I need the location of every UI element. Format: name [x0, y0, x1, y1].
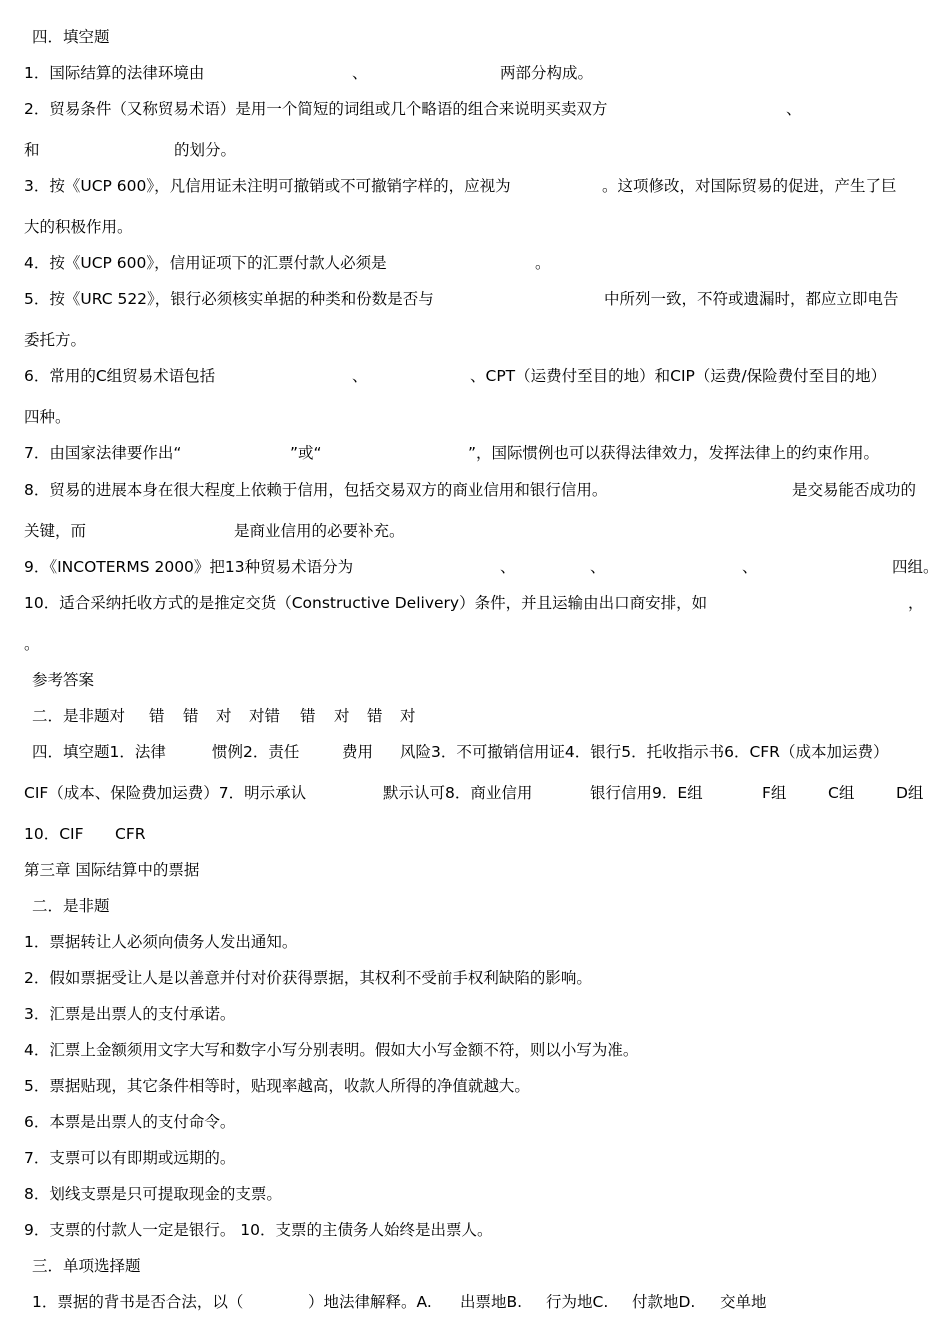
- question-3-text: 。这项修改，对国际贸易的促进，产生了巨: [602, 177, 897, 195]
- answer-item: 错: [300, 707, 316, 725]
- answer-item: 惯例2．责任: [212, 743, 300, 761]
- answers-heading: 参考答案: [32, 671, 95, 689]
- question-2-text: 2．贸易条件（又称贸易术语）是用一个简短的词组或几个略语的组合来说明买卖双方: [24, 100, 608, 118]
- question-9-text: 四组。: [892, 558, 939, 576]
- answer-item: 对: [334, 707, 350, 725]
- mc-question-text: 1．票据的背书是否合法，以（: [32, 1293, 244, 1311]
- question-8-text: 8．贸易的进展本身在很大程度上依赖于信用，包括交易双方的商业信用和银行信用。: [24, 481, 608, 499]
- chapter-title: 第三章 国际结算中的票据: [24, 861, 200, 879]
- tf-question: 4．汇票上金额须用文字大写和数字小写分别表明。假如大小写金额不符，则以小写为准。: [24, 1041, 639, 1059]
- question-1-text: 、: [352, 64, 368, 82]
- tf-question: 3．汇票是出票人的支付承诺。: [24, 1005, 236, 1023]
- answer-item: CFR: [115, 825, 146, 843]
- question-8-text: 关键，而: [24, 522, 87, 540]
- question-7-text: ”，国际惯例也可以获得法律效力，发挥法律上的约束作用。: [468, 444, 880, 462]
- answer-item: 对错: [249, 707, 281, 725]
- answer-item: F组: [762, 784, 787, 802]
- question-6-continued: 四种。: [24, 408, 71, 426]
- section-heading-multiple-choice: 三．单项选择题: [32, 1257, 141, 1275]
- question-5-text: 5．按《URC 522》，银行必须核实单据的种类和份数是否与: [24, 290, 434, 308]
- question-9-text: 、: [742, 558, 758, 576]
- question-10-text: ，: [908, 594, 924, 612]
- question-1-text: 两部分构成。: [500, 64, 594, 82]
- tf-question: 6．本票是出票人的支付命令。: [24, 1113, 236, 1131]
- answer-item: 银行信用9．E组: [590, 784, 703, 802]
- answer-item: 默示认可8．商业信用: [383, 784, 533, 802]
- question-3-continued: 大的积极作用。: [24, 218, 133, 236]
- question-8-text: 是交易能否成功的: [792, 481, 917, 499]
- question-2-text: 、: [786, 100, 802, 118]
- answer-item: D组: [896, 784, 924, 802]
- question-2-text: 的划分。: [174, 141, 237, 159]
- question-7-text: ”或“: [290, 444, 322, 462]
- question-8-text: 是商业信用的必要补充。: [234, 522, 405, 540]
- answer-item: 风险3．不可撤销信用证4．银行5．托收指示书6．CFR（成本加运费）: [400, 743, 889, 761]
- question-6-text: 、CPT（运费付至目的地）和CIP（运费/保险费付至目的地）: [470, 367, 887, 385]
- question-9-text: 、: [500, 558, 516, 576]
- section-heading-fill-in: 四．填空题: [32, 28, 110, 46]
- question-10-text: 10．适合采纳托收方式的是推定交货（Constructive Delivery）条件，并且运输由出口商安排，如: [24, 594, 708, 612]
- answer-item: 对: [400, 707, 416, 725]
- answer-item: C组: [828, 784, 855, 802]
- mc-option: 行为地C.: [546, 1293, 609, 1311]
- tf-question: 8．划线支票是只可提取现金的支票。: [24, 1185, 282, 1203]
- answer-item: 错: [149, 707, 165, 725]
- answer-item: 错: [367, 707, 383, 725]
- tf-question: 2．假如票据受让人是以善意并付对价获得票据，其权利不受前手权利缺陷的影响。: [24, 969, 592, 987]
- section-heading-true-false: 二．是非题: [32, 897, 110, 915]
- tf-question: 5．票据贴现，其它条件相等时，贴现率越高，收款人所得的净值就越大。: [24, 1077, 530, 1095]
- answer-item: 对: [216, 707, 232, 725]
- question-6-text: 6．常用的C组贸易术语包括: [24, 367, 216, 385]
- question-6-text: 、: [352, 367, 368, 385]
- question-10-continued: 。: [24, 635, 40, 653]
- tf-question: 9．支票的付款人一定是银行。 10．支票的主债务人始终是出票人。: [24, 1221, 493, 1239]
- question-5-continued: 委托方。: [24, 331, 87, 349]
- answer-item: CIF（成本、保险费加运费）7．明示承认: [24, 784, 307, 802]
- mc-option: 交单地: [720, 1293, 767, 1311]
- question-9-text: 9．《INCOTERMS 2000》把13种贸易术语分为: [24, 558, 354, 576]
- mc-question-text: ）地法律解释。A.: [308, 1293, 432, 1311]
- mc-option: 付款地D.: [632, 1293, 696, 1311]
- answer-item: 二．是非题对: [32, 707, 126, 725]
- question-7-text: 7．由国家法律要作出“: [24, 444, 182, 462]
- question-3-text: 3．按《UCP 600》，凡信用证未注明可撤销或不可撤销字样的，应视为: [24, 177, 511, 195]
- answer-item: 10．CIF: [24, 825, 84, 843]
- mc-option: 出票地B.: [460, 1293, 523, 1311]
- tf-question: 7．支票可以有即期或远期的。: [24, 1149, 236, 1167]
- answer-item: 错: [183, 707, 199, 725]
- question-5-text: 中所列一致，不符或遗漏时，都应立即电告: [604, 290, 899, 308]
- question-2-text: 和: [24, 141, 40, 159]
- question-4-text: 4．按《UCP 600》，信用证项下的汇票付款人必须是: [24, 254, 387, 272]
- question-1-text: 1．国际结算的法律环境由: [24, 64, 205, 82]
- question-4-text: 。: [535, 254, 551, 272]
- answer-item: 四．填空题1．法律: [32, 743, 166, 761]
- question-9-text: 、: [590, 558, 606, 576]
- answer-item: 费用: [342, 743, 374, 761]
- tf-question: 1．票据转让人必须向债务人发出通知。: [24, 933, 298, 951]
